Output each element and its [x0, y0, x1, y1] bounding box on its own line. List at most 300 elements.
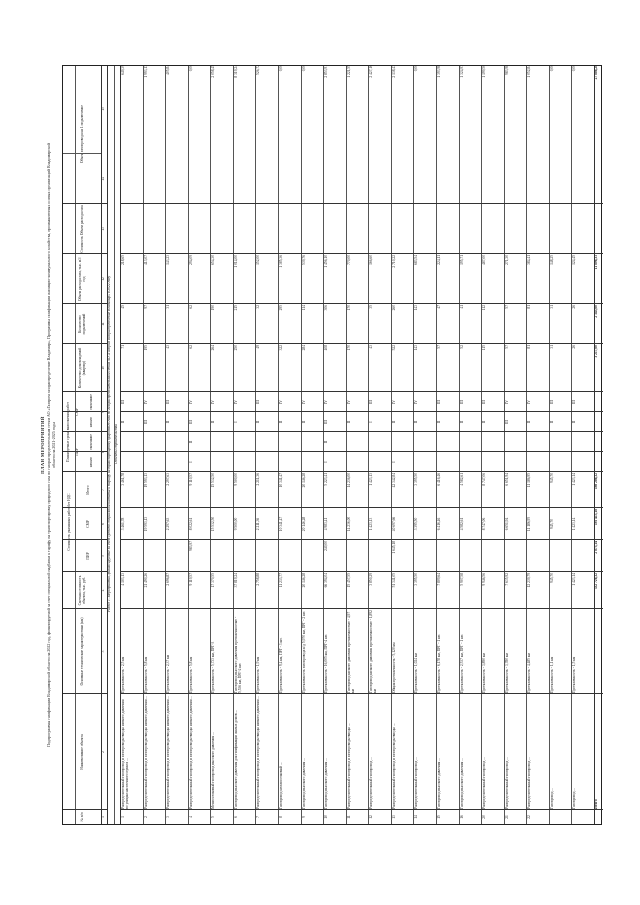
table-cell-conn: 215: [233, 305, 238, 311]
section-title: Раздел 1. Мероприятия, финансируемые за счет средств специальной надбавки к тарифу на транспортировку природного газа по газораспределительным сетям АО «Газпром газораспределение Владимир» в 2022 году: [107, 275, 111, 613]
table-cell-houses: 408: [324, 345, 329, 351]
table-cell-vol: 683,54: [414, 255, 419, 265]
table-column-divider: [120, 608, 603, 609]
table-cell-houses: 284: [301, 345, 306, 351]
table-cell-conn: 143: [414, 305, 419, 311]
table-cell-conn: 112: [482, 305, 487, 311]
table-cell-e2: 1 199,50: [482, 65, 487, 78]
table-cell-conn: 31: [166, 305, 171, 309]
table-cell-n: 14: [414, 815, 419, 819]
table-cell-cost: 66 394,04: [324, 573, 329, 588]
table-cell-n: 16: [459, 815, 464, 819]
table-cell-s3: II: [256, 420, 261, 424]
table-cell-cost: 7 809,64: [437, 573, 441, 586]
table-cell-n: 6: [233, 816, 238, 818]
table-cell-cost: 20 146,28: [301, 573, 306, 588]
table-cell-e1: [144, 204, 166, 254]
table-cell-e1: [211, 204, 233, 254]
table-cell-pir: [437, 540, 459, 572]
table-cell-tech: Протяженность - 5,8 км: [143, 656, 148, 693]
table-cell-total: 3 461,78: [121, 473, 125, 486]
table-cell-e1: [572, 204, 594, 254]
totals-connections: 2 343,00: [594, 305, 598, 318]
table-row-divider: [391, 66, 392, 824]
table-cell-cost: 1 423,14: [572, 573, 577, 586]
table-cell-pir: [211, 540, 233, 572]
table-cell-total: 1 423,14: [572, 473, 577, 486]
table-cell-smr: 2 297,63: [166, 517, 171, 531]
table-cell-vol: 384,41: [527, 255, 532, 265]
table-cell-total: 6 416,46: [437, 473, 441, 486]
table-cell-conn: 81: [527, 305, 532, 309]
table-cell-e2: 983,98: [504, 65, 509, 75]
table-cell-vol: 271,30: [504, 255, 509, 265]
table-cell-s1: [460, 452, 482, 472]
table-cell-name: Распределительный газопровод и газопроводы-вводы ...: [346, 723, 351, 809]
table-cell-cost: 21 490,26: [143, 573, 148, 588]
header-estimated-cost: Сметная стоимость объекта, тыс. руб.: [78, 575, 86, 606]
table-cell-e1: [392, 204, 414, 254]
table-cell-total: 2 297,63: [166, 473, 171, 486]
table-cell-tech: Протяженность - 2,37 км: [166, 654, 171, 693]
table-row-divider: [188, 66, 189, 824]
table-cell-name: Распределительный газопровод ...: [369, 757, 374, 809]
table-cell-s1: [166, 452, 188, 472]
table-cell-name: Газопровод высокого давления ...: [301, 758, 306, 809]
table-cell-s1: [121, 452, 143, 472]
table-cell-conn: 62: [188, 305, 193, 309]
table-cell-s4: IV: [414, 400, 419, 404]
table-cell-conn: 260: [391, 305, 396, 311]
table-cell-e2: 0,00: [188, 65, 193, 72]
table-cell-n: 13: [391, 815, 396, 819]
table-cell-conn: 97: [143, 305, 148, 309]
table-column-divider: [120, 253, 603, 254]
table-column-divider: [120, 539, 603, 540]
table-cell-cost: 2 696,87: [166, 573, 171, 586]
header-schedule-smr-end: окончание: [89, 394, 93, 410]
table-cell-name: Газопровод высокого давления для газификации жилых домов ...: [233, 709, 238, 809]
table-column-divider: [120, 391, 603, 392]
table-cell-s4: III: [549, 400, 554, 404]
table-cell-vol: 2 710,22: [391, 255, 396, 268]
table-cell-s4: IV: [211, 400, 216, 404]
table-cell-s1: [302, 452, 324, 472]
table-cell-tech: Газопровод высокого давления протяженностью - 5,536 км, ПРГ-2 шт.: [233, 616, 242, 693]
table-cell-e2: 1 221,55: [346, 65, 351, 78]
table-cell-s1: [144, 452, 166, 472]
column-number: 10: [101, 366, 105, 370]
table-cell-smr: 15 532,50: [211, 516, 216, 532]
column-number: 6: [101, 523, 105, 525]
table-cell-s2: [144, 432, 166, 452]
table-row-divider: [436, 66, 437, 824]
table-cell-s1: [505, 452, 527, 472]
table-row-divider: [459, 66, 460, 824]
table-cell-e1: [166, 204, 188, 254]
table-row-divider: [114, 66, 115, 824]
table-cell-e1: [527, 204, 549, 254]
totals-cost: 332 726,32: [594, 573, 598, 590]
table-cell-houses: 81: [527, 345, 532, 349]
table-cell-s3: I: [233, 421, 238, 423]
header-extra-2: Объем газопровода на 1 подключение: [80, 105, 84, 163]
header-connections: Количество подключений: [78, 313, 86, 335]
table-cell-s1: [211, 452, 233, 472]
table-cell-name: Газопровод высокого давления ...: [324, 758, 329, 809]
table-column-divider: [120, 693, 603, 694]
table-column-divider: [120, 507, 603, 508]
table-cell-s4: IV: [346, 400, 351, 404]
table-cell-s3: II: [459, 420, 464, 424]
column-number: 13: [101, 227, 105, 231]
table-cell-houses: 170: [346, 345, 351, 351]
table-column-divider: [63, 253, 107, 254]
table-cell-pir: [347, 540, 369, 572]
table-cell-e2: 1 324,97: [459, 65, 464, 78]
table-cell-s3: II: [279, 420, 283, 424]
table-cell-e2: 0,00: [301, 65, 306, 72]
table-cell-s2: [234, 432, 256, 452]
table-cell-smr: 8 022,61: [188, 517, 193, 531]
table-cell-e1: [189, 204, 211, 254]
table-cell-s4: IV: [233, 400, 238, 404]
table-cell-s2: II: [324, 440, 329, 444]
table-cell-s3: III: [188, 420, 193, 424]
table-row-divider: [526, 66, 527, 824]
table-cell-name: Газопровод высокого давления ...: [437, 758, 441, 809]
table-cell-pir: [482, 540, 504, 572]
table-cell-s3: II: [527, 420, 532, 424]
table-cell-tech: Протяженность газопровода н/д 5,970 км, ПРГ - 2 шт.: [301, 610, 306, 693]
table-cell-e2: 526,72: [256, 65, 261, 75]
header-total: Итого: [86, 485, 90, 495]
header-object-name: Наименование объекта: [80, 734, 84, 770]
table-row-divider: [278, 66, 279, 824]
table-cell-pir: [121, 540, 143, 572]
table-cell-total: 42 342,84: [391, 473, 396, 488]
table-row-divider: [504, 66, 505, 824]
table-cell-s2: [369, 432, 391, 452]
table-cell-houses: 31: [549, 345, 554, 349]
table-cell-s2: [482, 432, 504, 452]
table-column-divider: [120, 571, 603, 572]
header-num: № п/п: [80, 812, 84, 822]
table-cell-houses: 71: [121, 345, 125, 349]
table-cell-name: Межпоселковый газопровод высокого давления ...: [211, 732, 216, 809]
table-cell-e2: 0,00: [549, 65, 554, 72]
table-cell-pir: [234, 540, 256, 572]
table-cell-s2: [572, 432, 594, 452]
table-cell-n: 5: [211, 816, 216, 818]
table-cell-tech: Общая протяженность - 5,120 км: [391, 642, 396, 693]
table-cell-houses: 322: [279, 345, 283, 351]
totals-extra-2: 27 886,28: [594, 65, 598, 80]
table-cell-vol: 195,71: [459, 255, 464, 265]
table-cell-s1: [572, 452, 594, 472]
table-cell-s1: [550, 452, 572, 472]
table-cell-tech: Протяженность - 4,485 км: [527, 653, 532, 693]
table-cell-cost: 945,70: [549, 573, 554, 583]
table-cell-houses: 57: [504, 345, 509, 349]
table-cell-conn: 45: [121, 305, 125, 309]
table-row-divider: [594, 66, 595, 824]
table-cell-s2: [211, 432, 233, 452]
column-number: 7: [101, 489, 105, 491]
table-cell-s1: [369, 452, 391, 472]
totals-label: Итого: [594, 799, 598, 809]
table-cell-cost: 3 395,50: [414, 573, 419, 586]
table-cell-e1: [437, 204, 459, 254]
table-cell-s2: [414, 432, 436, 452]
table-cell-pir: [460, 540, 482, 572]
table-cell-e1: [121, 204, 143, 254]
table-cell-smr: 3 461,78: [121, 517, 125, 531]
table-row-divider: [549, 66, 550, 824]
table-cell-s4: III: [166, 400, 171, 404]
table-cell-s2: [392, 432, 414, 452]
table-cell-total: 4 582,61: [459, 473, 464, 486]
totals-total: 198 286,32: [594, 473, 598, 490]
table-cell-s4: III: [459, 400, 464, 404]
table-cell-conn: 47: [437, 305, 441, 309]
table-cell-smr: 945,70: [549, 519, 554, 529]
table-cell-smr: 11 186,95: [527, 516, 532, 532]
table-cell-name: Распределительный газопровод ...: [414, 757, 419, 809]
header-smr: СМР: [86, 520, 90, 528]
table-cell-e2: 1 393,98: [437, 65, 441, 78]
column-number: 5: [101, 555, 105, 557]
table-cell-n: 8: [279, 816, 283, 818]
table-cell-conn: 35: [369, 305, 374, 309]
table-cell-smr: 9 500,00: [233, 517, 238, 531]
table-column-divider: [63, 451, 107, 452]
table-cell-total: 19 593,13: [143, 473, 148, 488]
table-cell-vol: 1 385,36: [279, 255, 283, 268]
table-cell-e2: 8 319,24: [233, 65, 238, 78]
table-cell-tech: Протяженность - 2,537 км, ПРГ - 1 шт.: [459, 633, 464, 693]
table-cell-houses: 26: [572, 345, 577, 349]
table-cell-pir: [166, 540, 188, 572]
table-cell-smr: 10 341,47: [279, 516, 283, 532]
table-cell-vol: 1 014,00: [233, 255, 238, 268]
table-cell-vol: 224,11: [437, 255, 441, 265]
table-cell-houses: 43: [369, 345, 374, 349]
table-cell-pir: [144, 540, 166, 572]
table-cell-e2: 2 138,43: [391, 65, 396, 78]
table-cell-total: 3 395,50: [414, 473, 419, 486]
table-cell-houses: 522: [391, 345, 396, 351]
table-cell-smr: 6 651,94: [504, 517, 509, 531]
table-cell-name: Распределительный газопровод и газопроводы-вводы низкого давления по улицам населенного пункта ...: [121, 699, 129, 809]
table-cell-cost: 11 233,77: [279, 573, 283, 588]
header-tech-specs: Основные технические характеристики (км): [80, 617, 84, 686]
table-column-divider: [63, 693, 107, 694]
table-cell-name: Газопровод ...: [549, 787, 554, 809]
table-cell-s1: [279, 452, 301, 472]
table-cell-tech: Протяженность - 1,9 км: [256, 656, 261, 693]
table-cell-pir: [256, 540, 278, 572]
table-cell-e1: [324, 204, 346, 254]
table-cell-n: [550, 810, 572, 824]
table-cell-s1: [256, 452, 278, 472]
table-cell-smr: 19 593,13: [143, 516, 148, 532]
table-column-divider: [120, 303, 603, 304]
table-cell-houses: 143: [414, 345, 419, 351]
table-cell-cost: 9 119,57: [188, 573, 193, 586]
table-cell-name: Распределительный газопровод ...: [504, 757, 509, 809]
table-cell-vol: 1 456,10: [324, 255, 329, 268]
table-cell-total: 2 211,36: [256, 473, 261, 486]
table-cell-n: 21: [504, 815, 509, 819]
table-cell-s2: [527, 432, 549, 452]
column-number: 11: [101, 322, 105, 326]
table-cell-vol: 152,00: [256, 255, 261, 265]
table-cell-e2: 1 052,84: [527, 65, 532, 78]
table-cell-cost: 5 907,58: [459, 573, 464, 586]
table-cell-tech: Протяженность - 3,780 км: [504, 653, 509, 693]
table-cell-pir: [369, 540, 391, 572]
table-cell-e1: [347, 204, 369, 254]
table-cell-name: Распределительный газопровод ...: [527, 757, 532, 809]
table-column-divider: [63, 431, 107, 432]
header-schedule-pir-start: начало: [89, 456, 93, 468]
table-cell-s1: [437, 452, 459, 472]
totals-households: 3 217,00: [594, 345, 598, 358]
table-cell-tech: Протяженность - 2,5 км: [121, 656, 125, 693]
table-cell-s3: III: [504, 420, 509, 424]
table-cell-s3: II: [211, 420, 216, 424]
totals-smr: 195 413,18: [594, 509, 598, 526]
table-column-divider: [63, 303, 107, 304]
table-column-divider: [120, 451, 603, 452]
table-column-divider: [63, 608, 107, 609]
table-cell-total: 6 651,94: [504, 473, 509, 486]
table-cell-tech: Протяженность - 16,005 км, ПРГ-4 шт.: [324, 633, 329, 693]
table-cell-n: 4: [188, 816, 193, 818]
table-column-divider: [120, 343, 603, 344]
table-row-divider: [413, 66, 414, 824]
table-cell-smr: 6 416,46: [437, 517, 441, 531]
table-cell-tech: Протяженность - 5,8 км: [188, 656, 193, 693]
header-extra-1: Стоимость Объем расхода газа: [80, 205, 84, 253]
table-cell-total: 5 223,41: [324, 473, 329, 486]
table-cell-s4: IV: [324, 400, 329, 404]
table-cell-pir: [414, 540, 436, 572]
table-cell-e1: [369, 204, 391, 254]
table-cell-cost: 4 103,13: [121, 573, 125, 586]
table-cell-s2: [347, 432, 369, 452]
table-cell-s4: III: [572, 400, 577, 404]
table-cell-s4: III: [121, 400, 125, 404]
table-cell-name: Распределительный газопровод и газопроводы-вводы низкого давления ...: [143, 695, 148, 809]
table-row-divider: [233, 66, 234, 824]
table-cell-n: [572, 810, 594, 824]
table-cell-smr: 4 582,61: [459, 517, 464, 531]
table-cell-pir: [572, 540, 594, 572]
table-cell-s3: II: [391, 420, 396, 424]
table-cell-s2: [437, 432, 459, 452]
table-column-divider: [63, 507, 107, 508]
table-cell-total: 15 532,50: [211, 473, 216, 488]
column-number: 14: [101, 177, 105, 181]
table-cell-s4: IV: [391, 400, 396, 404]
table-row-divider: [368, 66, 369, 824]
table-cell-tech: Протяженность - 1,024 км: [414, 653, 419, 693]
table-column-divider: [63, 411, 107, 412]
subsection-title: Объекты строительства: [114, 424, 118, 464]
table-column-divider: [120, 431, 603, 432]
table-cell-conn: 190: [211, 305, 216, 311]
table-cell-s2: [460, 432, 482, 452]
table-cell-cost: 12 239,79: [527, 573, 532, 588]
table-cell-e1: [256, 204, 278, 254]
table-cell-e2: 2 427,16: [369, 65, 374, 78]
table-cell-vol: 148,25: [549, 255, 554, 265]
table-cell-s2: [505, 432, 527, 452]
table-row-divider: [481, 66, 482, 824]
table-cell-e2: 1 993,13: [143, 65, 148, 78]
table-cell-tech: Протяженность - 9,4 км, ПРГ - 3 шт.: [279, 637, 283, 693]
table-column-divider: [63, 809, 107, 810]
table-cell-smr: 1 423,13: [369, 517, 374, 531]
table-column-divider: [63, 571, 107, 572]
table-cell-s2: [166, 432, 188, 452]
table-cell-n: 2: [143, 816, 148, 818]
table-cell-total: 14 236,00: [346, 473, 351, 488]
table-cell-smr: 14 236,00: [346, 516, 351, 532]
table-cell-vol: 539,76: [301, 255, 306, 265]
totals-volume: 11 896,33: [594, 255, 598, 270]
table-cell-vol: 294,09: [188, 255, 193, 265]
table-column-divider: [120, 203, 603, 204]
table-cell-smr: 1 423,14: [572, 517, 577, 531]
table-cell-vol: 166,60: [369, 255, 374, 265]
table-cell-s1: [527, 452, 549, 472]
table-cell-conn: 41: [459, 305, 464, 309]
table-cell-n: 1: [121, 816, 125, 818]
table-row-divider: [143, 66, 144, 824]
table-cell-e1: [550, 204, 572, 254]
table-cell-e1: [302, 204, 324, 254]
table-cell-n: 22: [527, 815, 532, 819]
column-number: 3: [101, 650, 105, 653]
table-row-divider: [323, 66, 324, 824]
table-cell-houses: 43: [166, 345, 171, 349]
table-cell-name: Распределительный газопровод и газопроводы-вводы низкого давления ...: [188, 695, 193, 809]
table-cell-s4: IV: [279, 400, 283, 404]
table-cell-s1: I: [188, 461, 193, 463]
table-cell-e1: [505, 204, 527, 254]
table-cell-s1: I: [391, 461, 396, 463]
table-row-divider: [255, 66, 256, 824]
column-number: 2: [101, 751, 105, 753]
table-cell-s2: [121, 432, 143, 452]
table-cell-s3: II: [437, 420, 441, 424]
table-cell-e2: 0,00: [279, 65, 283, 72]
table-cell-s2: [302, 432, 324, 452]
table-cell-conn: 26: [572, 305, 577, 309]
table-row-divider: [107, 66, 108, 824]
column-number: 1: [101, 816, 105, 818]
table-cell-houses: 49: [256, 345, 261, 349]
table-cell-name: Распределительный газопровод и газопроводы-вводы низкого давления ...: [256, 695, 261, 809]
table-cell-s2: II: [188, 440, 193, 444]
table-cell-tech: Протяженность - 5,733 км, ПРГ-3: [211, 641, 216, 693]
table-cell-total: 9 110,57: [188, 473, 193, 486]
table-column-divider: [63, 391, 107, 392]
table-cell-s3: II: [346, 420, 351, 424]
